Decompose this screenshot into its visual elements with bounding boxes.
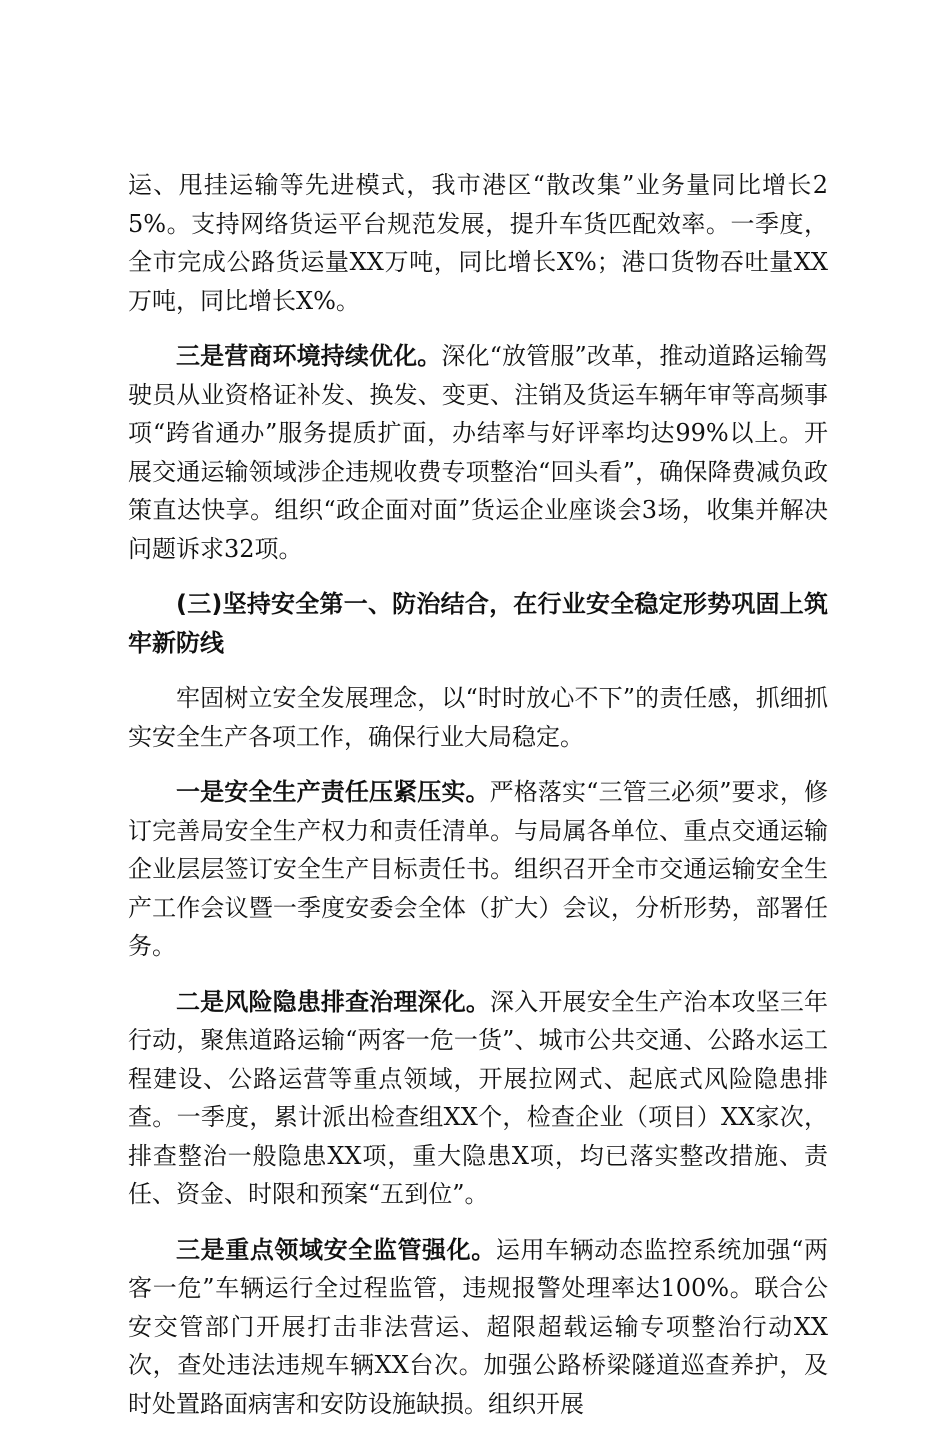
paragraph-freight-continuation — [128, 166, 828, 320]
paragraph-text: 运用车辆动态监控系统加强“两客一危”车辆运行全过程监管，违规报警处理率达100%。联合公安交管部门开展打击非法营运、超限超载运输专项整治行动XX次，查处违法违规车辆XX台次。加强公路桥梁隧道巡查养护，及时处置路面病害和安防设施缺损。组织开展 — [128, 1235, 828, 1418]
paragraph-lead: 一是安全生产责任压紧压实。 — [176, 778, 490, 806]
paragraph-safety-intro — [128, 679, 828, 756]
paragraph-lead: 二是风险隐患排查治理深化。 — [176, 987, 490, 1016]
document-body — [128, 166, 828, 1440]
paragraph-safety-responsibility — [128, 773, 828, 966]
paragraph-text: 运、甩挂运输等先进模式，我市港区“散改集”业务量同比增长25%。支持网络货运平台规范发展，提升车货匹配效率。一季度，全市完成公路货运量XX万吨，同比增长X%；港口货物吞吐量XX万吨，同比增长X%。 — [128, 171, 828, 315]
paragraph-key-supervision — [128, 1231, 828, 1424]
section-heading: (三)坚持安全第一、防治结合，在行业安全稳定形势巩固上筑牢新防线 — [128, 590, 828, 657]
paragraph-lead: 三是重点领域安全监管强化。 — [176, 1235, 496, 1264]
paragraph-text: 深化“放管服”改革，推动道路运输驾驶员从业资格证补发、换发、变更、注销及货运车辆年审等高频事项“跨省通办”服务提质扩面，办结率与好评率均达99%以上。开展交通运输领域涉企违规收费专项整治“回头看”，确保降费减负政策直达快享。组织“政企面对面”货运企业座谈会3场，收集并解决问题诉求32项。 — [128, 342, 828, 563]
paragraph-text: 牢固树立安全发展理念，以“时时放心不下”的责任感，抓细抓实安全生产各项工作，确保行业大局稳定。 — [128, 684, 828, 751]
paragraph-lead: 三是营商环境持续优化。 — [176, 342, 442, 370]
paragraph-risk-inspection — [128, 983, 828, 1214]
paragraph-business-environment — [128, 337, 828, 568]
paragraph-text: 严格落实“三管三必须”要求，修订完善局安全生产权力和责任清单。与局属各单位、重点交通运输企业层层签订安全生产目标责任书。组织召开全市交通运输安全生产工作会议暨一季度安委会全体（扩大）会议，分析形势，部署任务。 — [128, 778, 829, 960]
paragraph-text: 深入开展安全生产治本攻坚三年行动，聚焦道路运输“两客一危一货”、城市公共交通、公路水运工程建设、公路运营等重点领域，开展拉网式、起底式风险隐患排查。一季度，累计派出检查组XX个，检查企业（项目）XX家次，排查整治一般隐患XX项，重大隐患X项，均已落实整改措施、责任、资金、时限和预案“五到位”。 — [128, 987, 828, 1208]
